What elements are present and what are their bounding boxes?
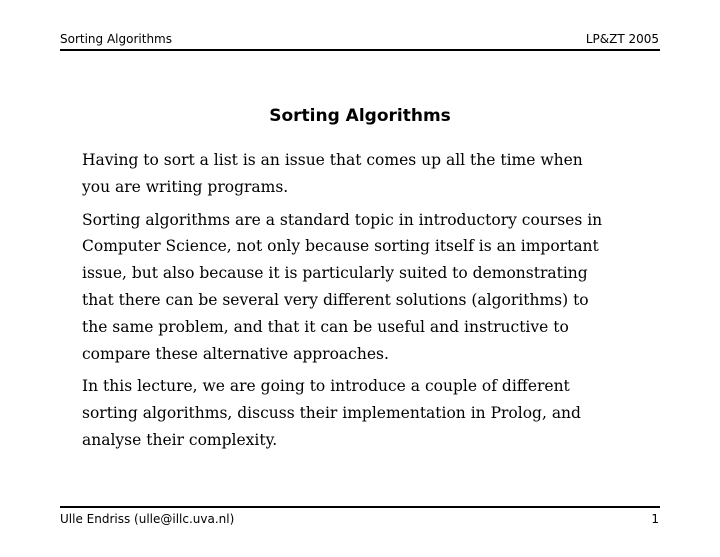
footer-author: Ulle Endriss (ulle@illc.uva.nl)	[60, 512, 235, 526]
paragraph-1	[82, 147, 642, 201]
paragraph-line: In this lecture, we are going to introduce a couple of different	[82, 377, 570, 396]
paragraph-line: Computer Science, not only because sorting itself is an important	[82, 237, 599, 256]
paragraph-line: Having to sort a list is an issue that comes up all the time when	[82, 151, 583, 169]
slide-body	[82, 147, 642, 460]
header-rule	[60, 49, 660, 51]
paragraph-line: compare these alternative approaches.	[82, 344, 389, 363]
paragraph-line: sorting algorithms, discuss their implementation in Prolog, and	[82, 404, 581, 423]
paragraph-line: that there can be several very different solutions (algorithms) to	[82, 290, 589, 309]
paragraph-line: Sorting algorithms are a standard topic in introductory courses in	[82, 210, 603, 229]
paragraph-3	[82, 373, 642, 453]
paragraph-line: the same problem, and that it can be useful and instructive to	[82, 317, 569, 336]
footer-rule	[60, 506, 660, 508]
paragraph-2	[82, 207, 642, 368]
paragraph-line: issue, but also because it is particularly suited to demonstrating	[82, 264, 588, 283]
page-number: 1	[651, 512, 659, 526]
paragraph-line: you are writing programs.	[82, 177, 289, 196]
header-right-label: LP&ZT 2005	[585, 32, 659, 46]
header-left-title: Sorting Algorithms	[60, 32, 172, 46]
paragraph-line: analyse their complexity.	[82, 430, 278, 449]
slide-title: Sorting Algorithms	[269, 106, 451, 126]
